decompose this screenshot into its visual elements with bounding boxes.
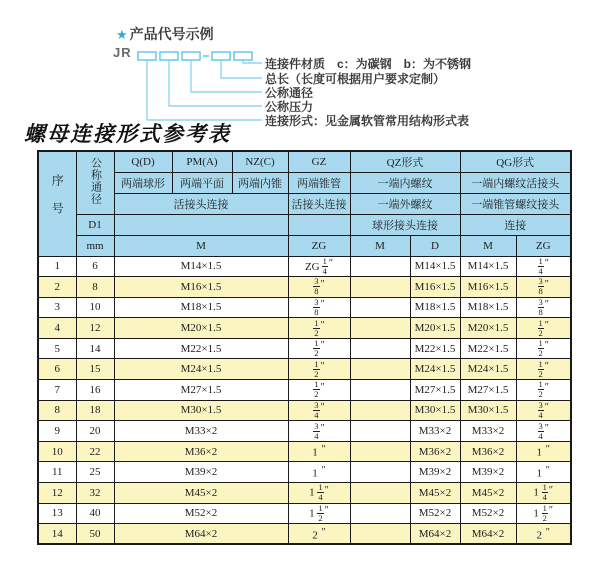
table-row (38, 297, 571, 318)
cell-dn: 50 (76, 524, 114, 545)
cell-qg-m: M33×2 (460, 421, 516, 442)
cell-seq: 14 (38, 524, 76, 545)
cell-dn: 32 (76, 483, 114, 504)
cell-qz-m (350, 421, 410, 442)
cell-seq: 2 (38, 277, 76, 298)
cell-gz-zg: $\frac{3}{4}$ ″ (288, 400, 350, 421)
nut-connection-table (37, 150, 572, 545)
header-qg-row3: 一端锥管螺纹接头 (460, 193, 571, 214)
cell-qg-zg: 1 ″ (516, 462, 571, 483)
cell-qg-zg: 1 ″ (516, 441, 571, 462)
table-row (38, 277, 571, 298)
header-qz-sub-d: D (410, 235, 460, 256)
cell-qz-d: M18×1.5 (410, 297, 460, 318)
cell-qz-d: M33×2 (410, 421, 460, 442)
table-row (38, 380, 571, 401)
cell-gz-zg: 2 ″ (288, 524, 350, 545)
cell-qz-d: M64×2 (410, 524, 460, 545)
header-gz-desc: 两端锥管 (288, 172, 350, 193)
cell-seq: 12 (38, 483, 76, 504)
cell-dn: 8 (76, 277, 114, 298)
table-row (38, 462, 571, 483)
header-qz-sub-m: M (350, 235, 410, 256)
table-row (38, 400, 571, 421)
cell-qz-d: M14×1.5 (410, 256, 460, 277)
header-nz-code: NZ(C) (232, 151, 288, 172)
cell-qz-m (350, 256, 410, 277)
header-pm-desc: 两端平面 (172, 172, 232, 193)
cell-seq: 5 (38, 338, 76, 359)
header-qg-row4: 连接 (460, 214, 571, 235)
cell-qg-zg: 2 ″ (516, 524, 571, 545)
table-row (38, 441, 571, 462)
cell-gz-zg: 1 ″ (288, 441, 350, 462)
product-code-prefix: JR (113, 45, 132, 60)
cell-m: M16×1.5 (114, 277, 288, 298)
cell-qz-m (350, 318, 410, 339)
cell-seq: 8 (38, 400, 76, 421)
cell-qz-d: M39×2 (410, 462, 460, 483)
cell-qg-m: M36×2 (460, 441, 516, 462)
cell-qz-d: M20×1.5 (410, 318, 460, 339)
cell-dn: 22 (76, 441, 114, 462)
cell-qz-m (350, 400, 410, 421)
cell-qg-zg: $\frac{1}{4}$ ″ (516, 256, 571, 277)
cell-qg-m: M27×1.5 (460, 380, 516, 401)
cell-qg-m: M39×2 (460, 462, 516, 483)
cell-qz-d: M30×1.5 (410, 400, 460, 421)
cell-m: M39×2 (114, 462, 288, 483)
cell-qz-m (350, 441, 410, 462)
cell-qg-m: M45×2 (460, 483, 516, 504)
cell-qg-zg: $\frac{1}{2}$ ″ (516, 359, 571, 380)
cell-qz-m (350, 462, 410, 483)
cell-qz-m (350, 483, 410, 504)
cell-qg-zg: $\frac{3}{8}$ ″ (516, 297, 571, 318)
cell-qz-d: M52×2 (410, 503, 460, 524)
cell-qg-zg: 1 $\frac{1}{4}$ ″ (516, 483, 571, 504)
table-row (38, 524, 571, 545)
cell-dn: 14 (76, 338, 114, 359)
cell-seq: 6 (38, 359, 76, 380)
table-body (38, 256, 571, 544)
cell-dn: 15 (76, 359, 114, 380)
table-header (38, 151, 571, 256)
cell-seq: 1 (38, 256, 76, 277)
table-row (38, 503, 571, 524)
cell-gz-zg: $\frac{3}{4}$ ″ (288, 421, 350, 442)
cell-seq: 4 (38, 318, 76, 339)
header-qz-row3: 一端外螺纹 (350, 193, 460, 214)
header-d1: D1 (76, 214, 114, 235)
cell-qz-d: M45×2 (410, 483, 460, 504)
header-qg-sub-m: M (460, 235, 516, 256)
cell-m: M30×1.5 (114, 400, 288, 421)
header-gz-code: GZ (288, 151, 350, 172)
cell-m: M45×2 (114, 483, 288, 504)
cell-dn: 25 (76, 462, 114, 483)
cell-gz-zg: $\frac{1}{2}$ ″ (288, 338, 350, 359)
star-icon: ★ (116, 27, 128, 42)
header-nz-desc: 两端内锥 (232, 172, 288, 193)
header-seq: 序号 (38, 151, 76, 256)
header-qg-row2: 一端内螺纹活接头 (460, 172, 571, 193)
cell-qz-m (350, 380, 410, 401)
cell-qz-d: M22×1.5 (410, 338, 460, 359)
header-q-code: Q(D) (114, 151, 172, 172)
cell-gz-zg: $\frac{1}{2}$ ″ (288, 359, 350, 380)
header-dn: 公称通径 (76, 151, 114, 214)
cell-qg-zg: $\frac{1}{2}$ ″ (516, 338, 571, 359)
cell-qg-m: M20×1.5 (460, 318, 516, 339)
cell-qg-zg: $\frac{3}{8}$ ″ (516, 277, 571, 298)
cell-m: M33×2 (114, 421, 288, 442)
cell-qz-m (350, 338, 410, 359)
header-qz-row2: 一端内螺纹 (350, 172, 460, 193)
table-row (38, 318, 571, 339)
cell-qg-zg: $\frac{3}{4}$ ″ (516, 421, 571, 442)
cell-qg-m: M18×1.5 (460, 297, 516, 318)
cell-gz-zg: $\frac{3}{8}$ ″ (288, 277, 350, 298)
cell-m: M22×1.5 (114, 338, 288, 359)
cell-seq: 10 (38, 441, 76, 462)
cell-seq: 11 (38, 462, 76, 483)
cell-qz-d: M27×1.5 (410, 380, 460, 401)
cell-qz-m (350, 359, 410, 380)
cell-qz-m (350, 524, 410, 545)
cell-dn: 12 (76, 318, 114, 339)
cell-qg-zg: $\frac{3}{4}$ ″ (516, 400, 571, 421)
cell-gz-zg: 1 ″ (288, 462, 350, 483)
cell-dn: 6 (76, 256, 114, 277)
table-row (38, 256, 571, 277)
header-qz-code: QZ形式 (350, 151, 460, 172)
code-label-material: 连接件材质 c：为碳钢 b：为不锈钢 (265, 57, 472, 71)
cell-qg-m: M64×2 (460, 524, 516, 545)
cell-m: M18×1.5 (114, 297, 288, 318)
cell-dn: 10 (76, 297, 114, 318)
cell-m: M64×2 (114, 524, 288, 545)
cell-gz-zg: 1 $\frac{1}{2}$ ″ (288, 503, 350, 524)
header-m-span: M (114, 235, 288, 256)
cell-gz-zg: $\frac{1}{2}$ ″ (288, 318, 350, 339)
cell-qg-m: M52×2 (460, 503, 516, 524)
cell-m: M27×1.5 (114, 380, 288, 401)
header-union-connect: 活接头连接 (114, 193, 288, 214)
cell-seq: 9 (38, 421, 76, 442)
code-label-connection: 连接形式：见金属软管常用结构形式表 (265, 114, 470, 128)
cell-qg-zg: $\frac{1}{2}$ ″ (516, 380, 571, 401)
cell-qg-m: M16×1.5 (460, 277, 516, 298)
cell-qz-d: M16×1.5 (410, 277, 460, 298)
cell-dn: 20 (76, 421, 114, 442)
cell-m: M36×2 (114, 441, 288, 462)
header-qg-code: QG形式 (460, 151, 571, 172)
header-empty-cell (288, 214, 350, 235)
cell-qg-m: M14×1.5 (460, 256, 516, 277)
table-row (38, 359, 571, 380)
header-gz-connect: 活接头连接 (288, 193, 350, 214)
cell-qz-d: M36×2 (410, 441, 460, 462)
header-qg-sub-zg: ZG (516, 235, 571, 256)
cell-gz-zg: $\frac{3}{8}$ ″ (288, 297, 350, 318)
cell-seq: 13 (38, 503, 76, 524)
code-label-pressure: 公称压力 (265, 100, 314, 114)
header-zg: ZG (288, 235, 350, 256)
cell-qg-m: M22×1.5 (460, 338, 516, 359)
cell-qg-zg: 1 $\frac{1}{2}$ ″ (516, 503, 571, 524)
table-row (38, 338, 571, 359)
cell-qz-m (350, 503, 410, 524)
header-qz-row4: 球形接头连接 (350, 214, 460, 235)
cell-m: M52×2 (114, 503, 288, 524)
cell-qz-m (350, 277, 410, 298)
cell-qz-m (350, 297, 410, 318)
cell-dn: 16 (76, 380, 114, 401)
header-mm: mm (76, 235, 114, 256)
code-label-diameter: 公称通径 (265, 86, 314, 100)
cell-qg-zg: $\frac{1}{2}$ ″ (516, 318, 571, 339)
cell-m: M20×1.5 (114, 318, 288, 339)
table-row (38, 421, 571, 442)
cell-gz-zg: $\frac{1}{2}$ ″ (288, 380, 350, 401)
cell-qz-d: M24×1.5 (410, 359, 460, 380)
cell-m: M24×1.5 (114, 359, 288, 380)
cell-seq: 3 (38, 297, 76, 318)
cell-qg-m: M24×1.5 (460, 359, 516, 380)
cell-m: M14×1.5 (114, 256, 288, 277)
cell-dn: 40 (76, 503, 114, 524)
header-pm-code: PM(A) (172, 151, 232, 172)
code-label-length: 总长（长度可根据用户要求定制） (265, 72, 446, 86)
cell-qg-m: M30×1.5 (460, 400, 516, 421)
diagram-title-text: 产品代号示例 (129, 26, 214, 42)
cell-dn: 18 (76, 400, 114, 421)
table-title: 螺母连接形式参考表 (24, 122, 231, 146)
header-empty-cell (114, 214, 288, 235)
table-row (38, 483, 571, 504)
cell-gz-zg: ZG $\frac{1}{4}$ ″ (288, 256, 350, 277)
header-q-desc: 两端球形 (114, 172, 172, 193)
cell-seq: 7 (38, 380, 76, 401)
cell-gz-zg: 1 $\frac{1}{4}$ ″ (288, 483, 350, 504)
